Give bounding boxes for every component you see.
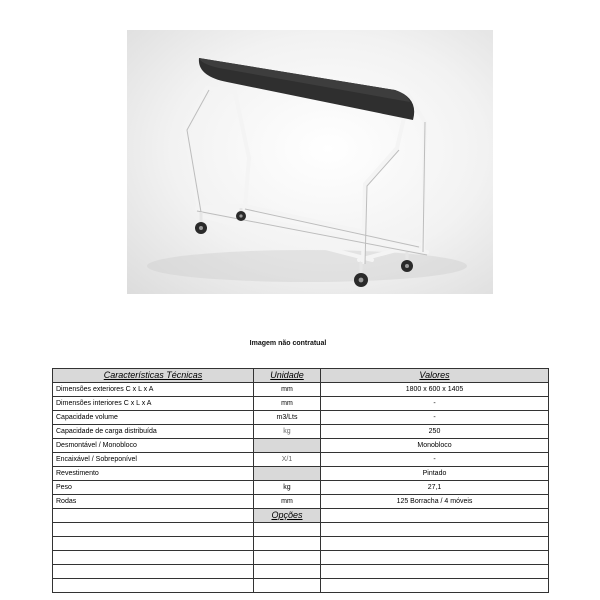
options-row <box>53 565 549 579</box>
header-characteristics: Características Técnicas <box>53 369 254 383</box>
row-label: Rodas <box>53 495 254 509</box>
row-unit <box>254 467 321 481</box>
row-value: 250 <box>321 425 549 439</box>
option-cell <box>53 565 254 579</box>
table-row <box>53 397 549 411</box>
row-label: Revestimento <box>53 467 254 481</box>
table-row <box>53 481 549 495</box>
option-cell <box>53 537 254 551</box>
row-value: Monobloco <box>321 439 549 453</box>
options-header-row <box>53 509 549 523</box>
table-row <box>53 411 549 425</box>
table-header-row <box>53 369 549 383</box>
header-values: Valores <box>321 369 549 383</box>
option-cell <box>254 565 321 579</box>
table-row <box>53 383 549 397</box>
options-row <box>53 579 549 593</box>
row-unit <box>254 439 321 453</box>
row-label: Capacidade volume <box>53 411 254 425</box>
table-row <box>53 425 549 439</box>
options-row <box>53 537 549 551</box>
table-row <box>53 467 549 481</box>
row-unit: mm <box>254 397 321 411</box>
row-label: Dimensões interiores C x L x A <box>53 397 254 411</box>
row-label: Desmontável / Monobloco <box>53 439 254 453</box>
option-cell <box>321 579 549 593</box>
row-value: - <box>321 453 549 467</box>
option-cell <box>321 537 549 551</box>
options-header: Opções <box>254 509 321 523</box>
row-unit: mm <box>254 383 321 397</box>
options-blank-cell <box>321 509 549 523</box>
row-value: - <box>321 411 549 425</box>
row-unit: kg <box>254 425 321 439</box>
header-unit: Unidade <box>254 369 321 383</box>
option-cell <box>254 537 321 551</box>
option-cell <box>254 551 321 565</box>
image-caption: Imagem não contratual <box>249 340 327 347</box>
option-cell <box>53 523 254 537</box>
row-value: 125 Borracha / 4 móveis <box>321 495 549 509</box>
row-value: - <box>321 397 549 411</box>
row-value: Pintado <box>321 467 549 481</box>
options-row <box>53 523 549 537</box>
table-row <box>53 439 549 453</box>
row-value: 27,1 <box>321 481 549 495</box>
option-cell <box>53 551 254 565</box>
row-unit: kg <box>254 481 321 495</box>
options-row <box>53 551 549 565</box>
row-unit: mm <box>254 495 321 509</box>
row-value: 1800 x 600 x 1405 <box>321 383 549 397</box>
row-label: Dimensões exteriores C x L x A <box>53 383 254 397</box>
row-label: Capacidade de carga distribuída <box>53 425 254 439</box>
option-cell <box>321 523 549 537</box>
row-label: Encaixável / Sobreponível <box>53 453 254 467</box>
option-cell <box>254 523 321 537</box>
row-label: Peso <box>53 481 254 495</box>
option-cell <box>53 579 254 593</box>
product-image-trolley <box>127 30 493 294</box>
specs-table <box>52 368 549 593</box>
table-row <box>53 495 549 509</box>
option-cell <box>254 579 321 593</box>
options-blank-cell <box>53 509 254 523</box>
row-unit: X/1 <box>254 453 321 467</box>
option-cell <box>321 565 549 579</box>
option-cell <box>321 551 549 565</box>
row-unit: m3/Lts <box>254 411 321 425</box>
table-row <box>53 453 549 467</box>
